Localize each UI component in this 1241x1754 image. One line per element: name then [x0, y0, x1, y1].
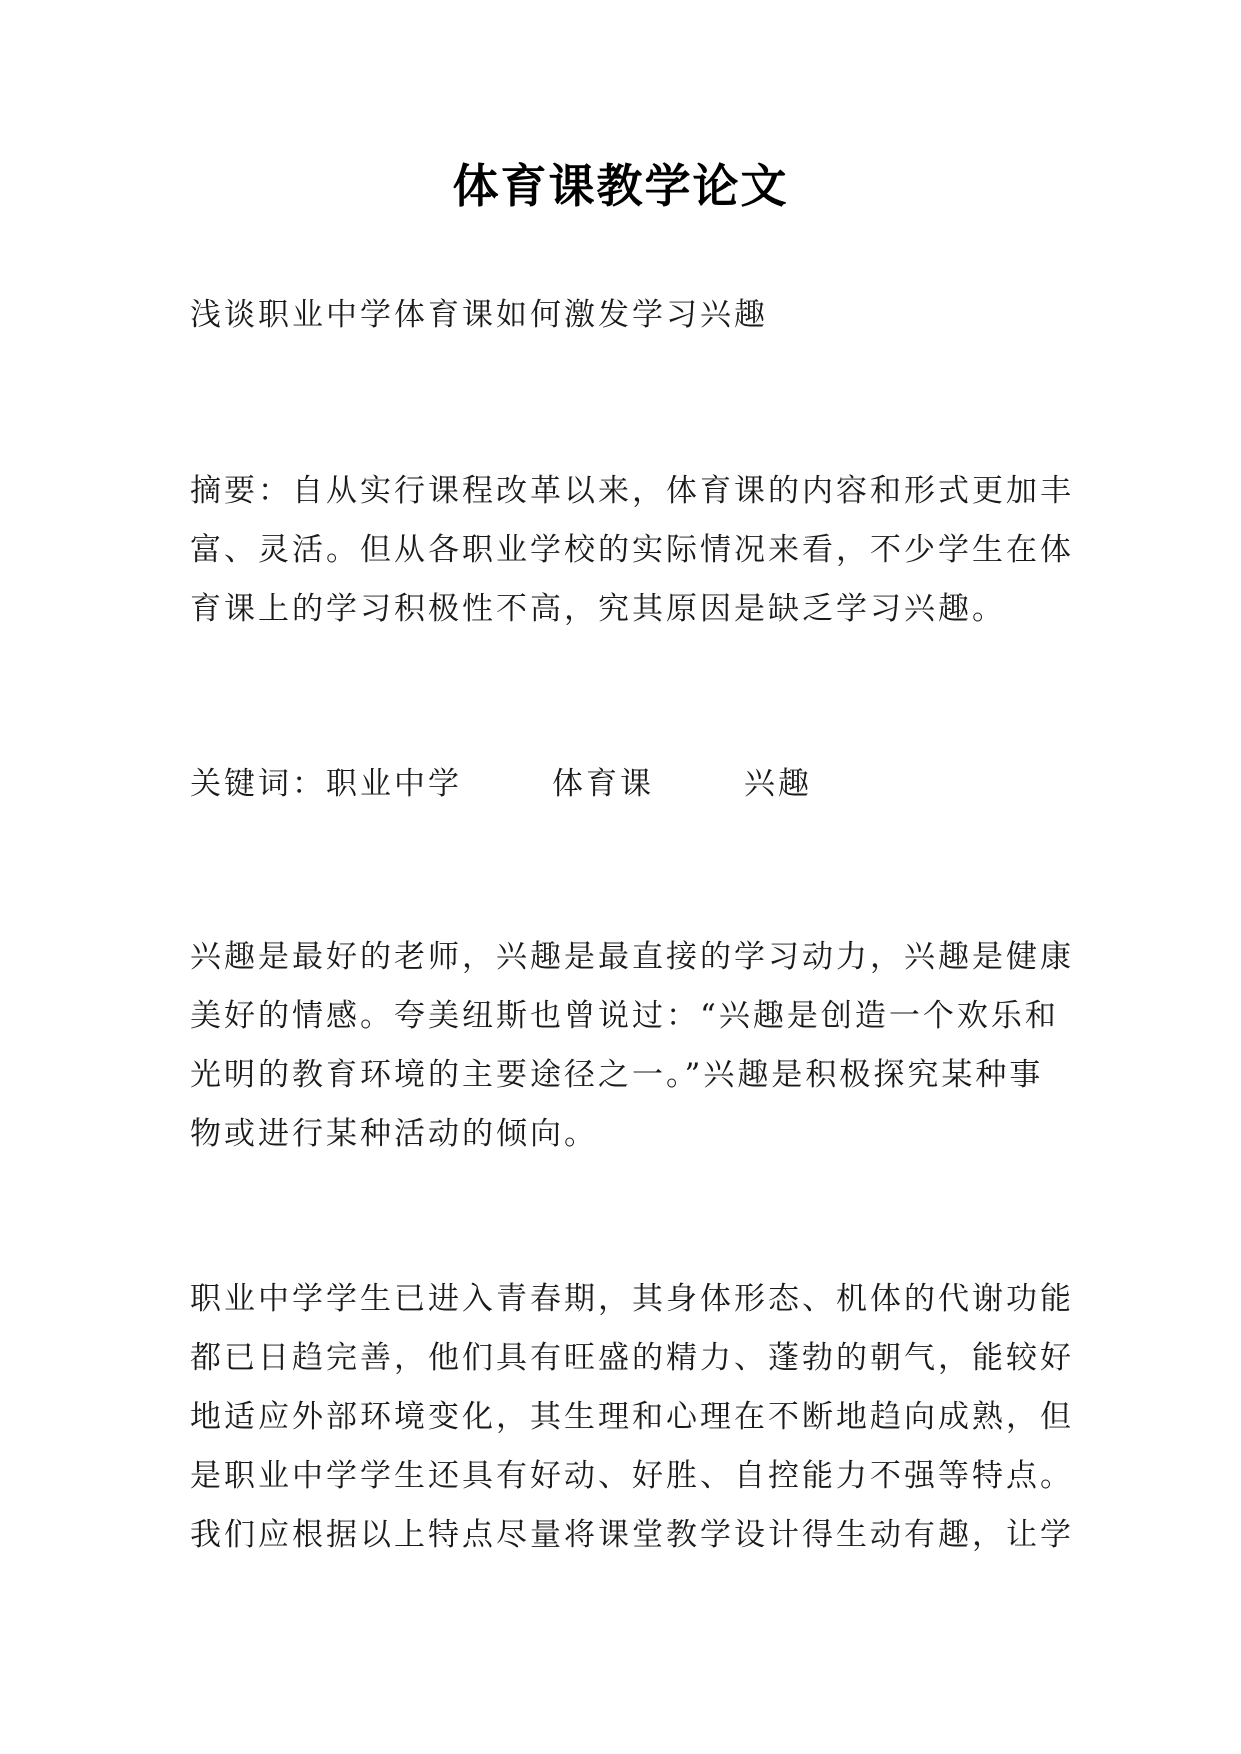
article-subtitle [190, 286, 1070, 345]
paragraph-line: 都已日趋完善，他们具有旺盛的精力、蓬勃的朝气，能较好 [190, 1340, 1074, 1376]
abstract-line: 摘要：自从实行课程改革以来，体育课的内容和形式更加丰 [190, 473, 1074, 509]
keyword: 兴趣 [744, 766, 812, 802]
abstract-paragraph [190, 462, 1074, 639]
keyword: 职业中学 [326, 766, 462, 802]
paragraph-line: 是职业中学学生还具有好动、好胜、自控能力不强等特点。 [190, 1458, 1074, 1494]
paragraph-line: 物或进行某种活动的倾向。 [190, 1116, 598, 1152]
paragraph-line: 美好的情感。夸美纽斯也曾说过：“兴趣是创造一个欢乐和 [190, 998, 1059, 1034]
body-paragraph [190, 1270, 1074, 1565]
keywords-line [190, 755, 1070, 814]
body-paragraph [190, 928, 1074, 1164]
paragraph-line: 地适应外部环境变化，其生理和心理在不断地趋向成熟，但 [190, 1399, 1074, 1435]
paragraph-line: 光明的教育环境的主要途径之一。”兴趣是积极探究某种事 [190, 1057, 1044, 1093]
paragraph-line: 职业中学学生已进入青春期，其身体形态、机体的代谢功能 [190, 1281, 1074, 1317]
subtitle-line: 浅谈职业中学体育课如何激发学习兴趣 [190, 297, 768, 333]
document-title: 体育课教学论文 [452, 159, 789, 213]
keywords-label: 关键词： [190, 766, 326, 802]
paragraph-line: 我们应根据以上特点尽量将课堂教学设计得生动有趣，让学 [190, 1517, 1074, 1553]
paragraph-line: 兴趣是最好的老师，兴趣是最直接的学习动力，兴趣是健康 [190, 939, 1074, 975]
abstract-line: 育课上的学习积极性不高，究其原因是缺乏学习兴趣。 [190, 591, 1006, 627]
abstract-line: 富、灵活。但从各职业学校的实际情况来看，不少学生在体 [190, 532, 1074, 568]
keyword: 体育课 [552, 766, 654, 802]
